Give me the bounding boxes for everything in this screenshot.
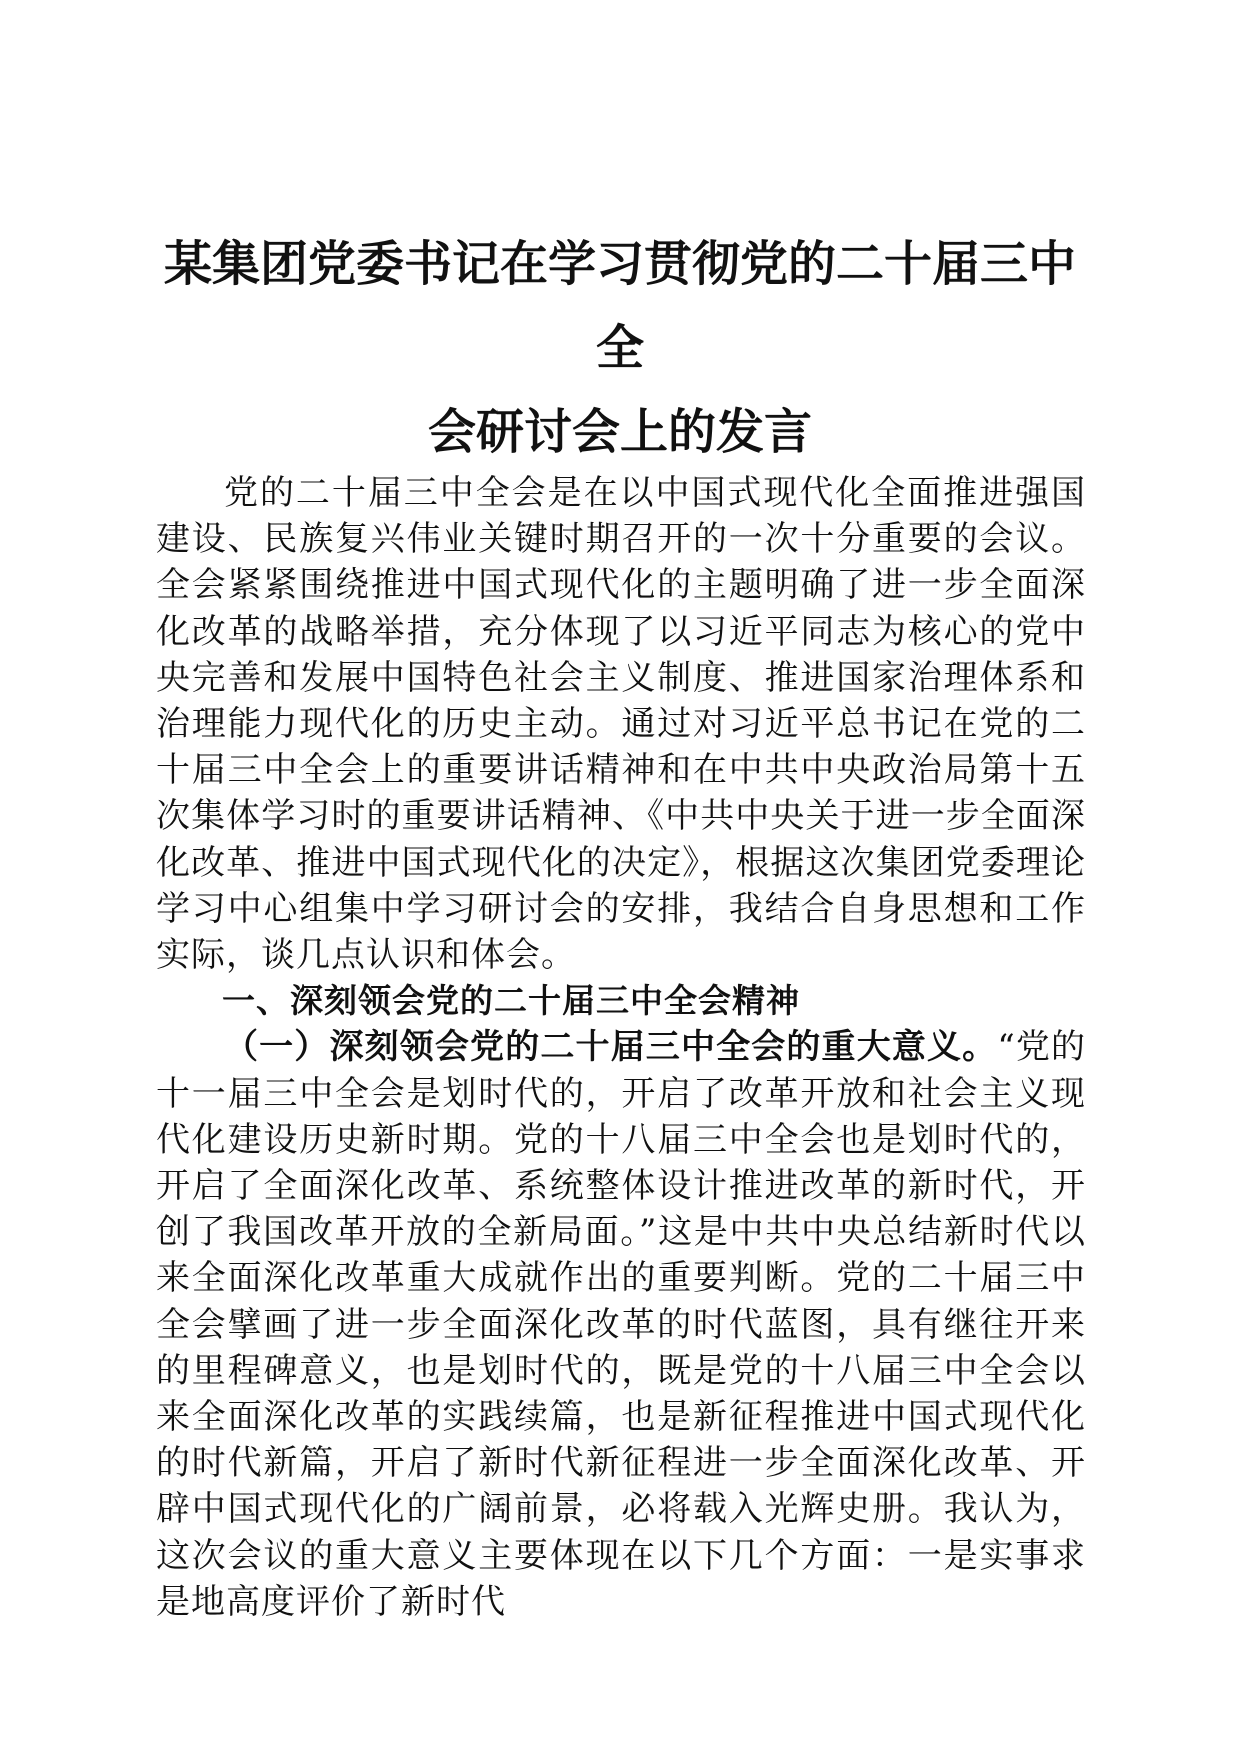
title-line-1: 某集团党委书记在学习贯彻党的二十届三中全 <box>163 236 1076 376</box>
title-line-2: 会研讨会上的发言 <box>427 404 812 460</box>
subsection-1-paragraph <box>156 1024 1086 1625</box>
subsection-1-text: “党的十一届三中全会是划时代的，开启了改革开放和社会主义现代化建设历史新时期。党的十八届三中全会也是划时代的，开启了全面深化改革、系统整体设计推进改革的新时代，开创了我国改革开放的全新局面。”这是中共中央总结新时代以来全面深化改革重大成就作出的重要判断。党的二十届三中全会擘画了进一步全面深化改革的时代蓝图，具有继往开来的里程碑意义，也是划时代的，既是党的十八届三中全会以来全面深化改革的实践续篇，也是新征程推进中国式现代化的时代新篇，开启了新时代新征程进一步全面深化改革、开辟中国式现代化的广阔前景，必将载入光辉史册。我认为，这次会议的重大意义主要体现在以下几个方面：一是实事求是地高度评价了新时代 <box>156 1027 1086 1622</box>
intro-paragraph: 党的二十届三中全会是在以中国式现代化全面推进强国建设、民族复兴伟业关键时期召开的一次十分重要的会议。全会紧紧围绕推进中国式现代化的主题明确了进一步全面深化改革的战略举措，充分体现了以习近平同志为核心的党中央完善和发展中国特色社会主义制度、推进国家治理体系和治理能力现代化的历史主动。通过对习近平总书记在党的二十届三中全会上的重要讲话精神和在中共中央政治局第十五次集体学习时的重要讲话精神、《中共中央关于进一步全面深化改革、推进中国式现代化的决定》，根据这次集团党委理论学习中心组集中学习研讨会的安排，我结合自身思想和工作实际，谈几点认识和体会。 <box>156 473 1086 976</box>
subsection-1-heading: （一）深刻领会党的二十届三中全会的重大意义。 <box>224 1027 998 1068</box>
document-title <box>150 222 1090 474</box>
document-body <box>156 470 1086 1625</box>
section-1-heading: 一、深刻领会党的二十届三中全会精神 <box>222 981 800 1021</box>
